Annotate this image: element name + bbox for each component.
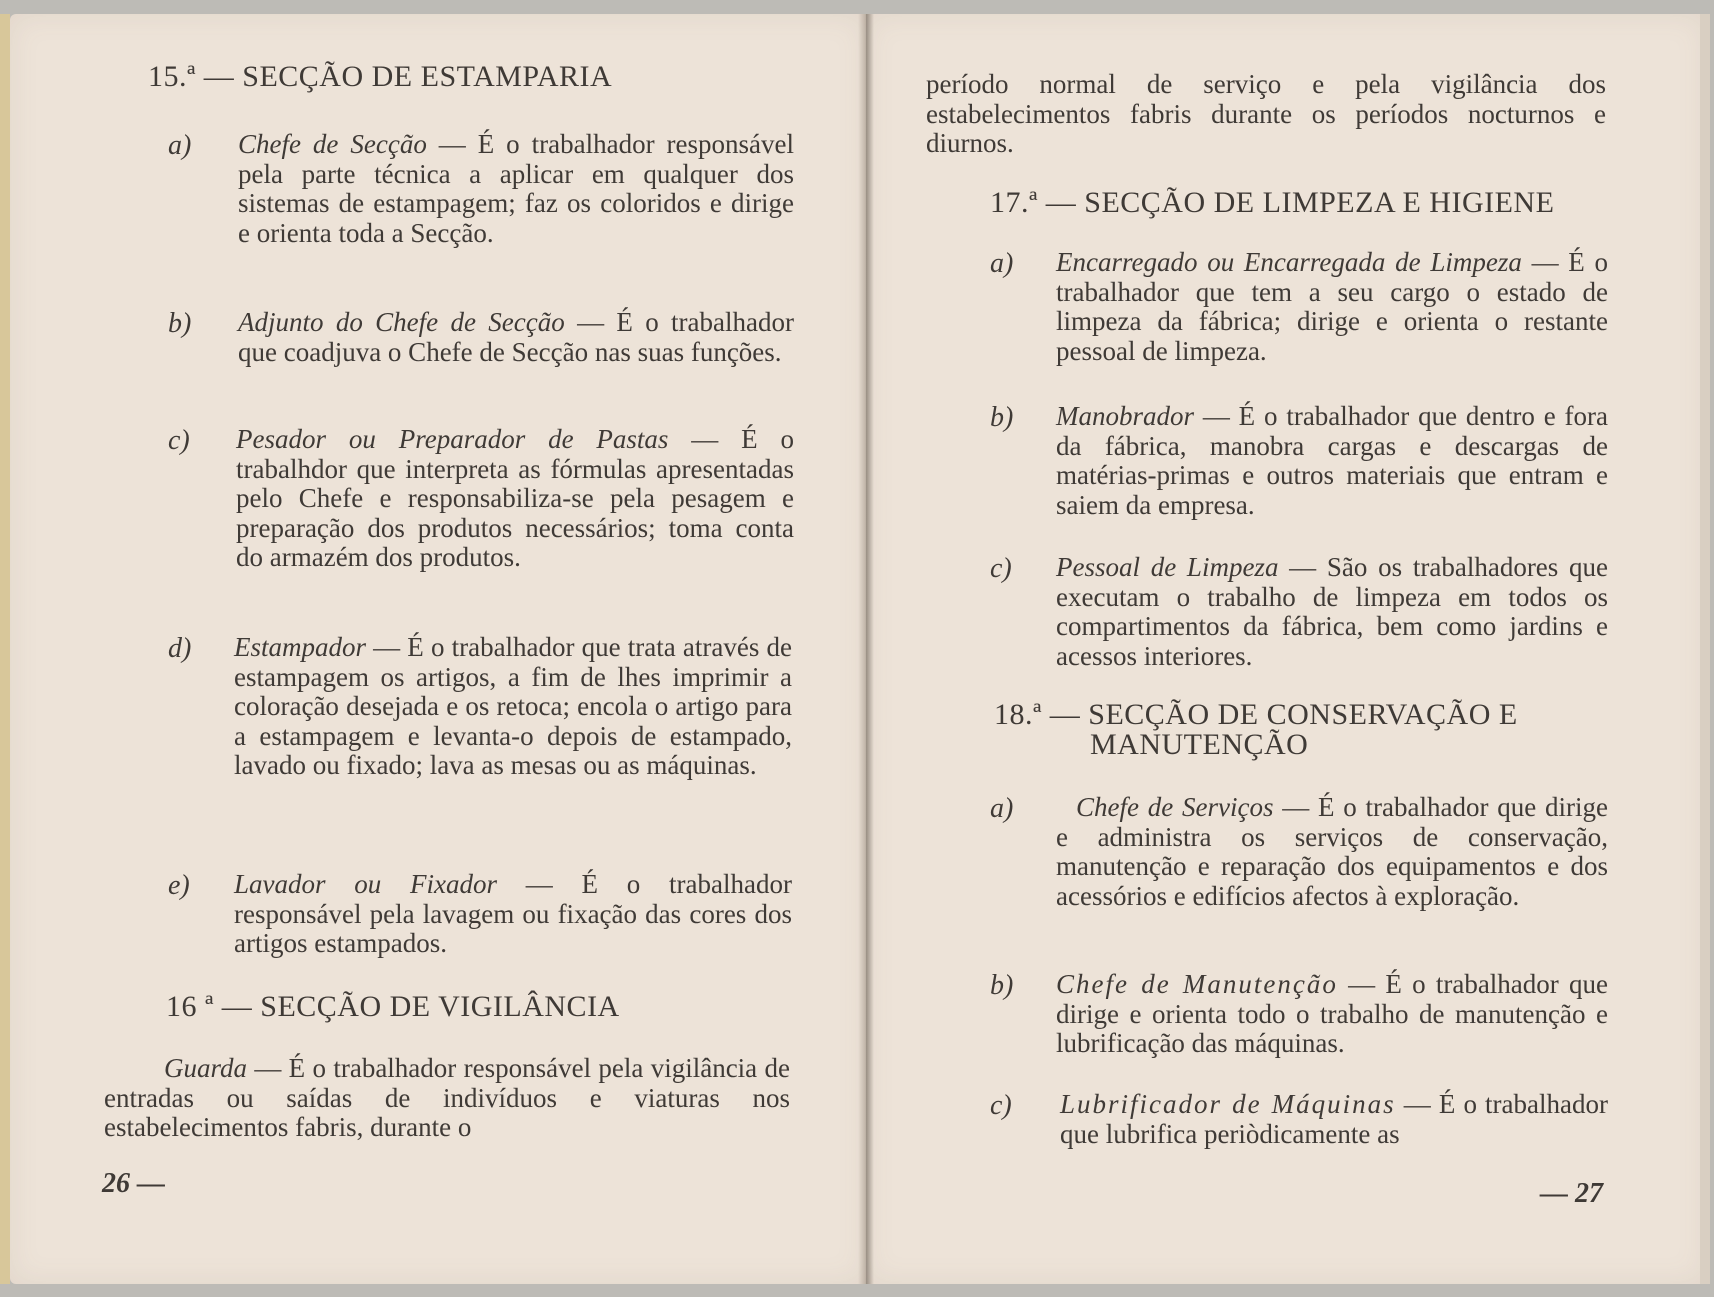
section-17-number: 17.ª — xyxy=(990,186,1077,219)
item-marker: c) xyxy=(990,1090,1012,1121)
item-description: — É o trabalhador responsável pela lavagem ou fixação das cores dos artigos estampados. xyxy=(234,869,792,958)
item-marker: b) xyxy=(168,308,192,339)
section-17-title: SECÇÃO DE LIMPEZA E HIGIENE xyxy=(1084,186,1555,219)
item-marker: a) xyxy=(990,793,1014,824)
section-16-paragraph xyxy=(104,1054,790,1143)
section-18-title-line1: SECÇÃO DE CONSERVAÇÃO E xyxy=(1088,698,1518,731)
item-description: — É o trabalhador que lubrifica periòdicamente as xyxy=(1060,1089,1608,1149)
item-term: Chefe de Manutenção xyxy=(1056,969,1338,999)
item-text xyxy=(236,425,794,573)
item-marker: a) xyxy=(990,248,1014,279)
item-text xyxy=(234,633,792,781)
item-marker: a) xyxy=(168,130,192,161)
item-text xyxy=(234,870,792,959)
section-18-title-line2: MANUTENÇÃO xyxy=(1090,728,1309,761)
item-description: — É o trabalhador responsável pela parte técnica a aplicar em qualquer dos sistemas de estampagem; faz os coloridos e dirige e orienta toda a Secção. xyxy=(238,129,794,248)
item-term: Pesador ou Preparador de Pastas xyxy=(236,424,669,454)
section-16-title: SECÇÃO DE VIGILÂNCIA xyxy=(260,990,620,1023)
item-description: — É o trabalhador responsável pela vigilância de entradas ou saídas de indivíduos e viaturas nos estabelecimentos fabris, durante o xyxy=(104,1053,790,1142)
item-term: Manobrador xyxy=(1056,401,1195,431)
item-description: — É o trabalhador que dirige e administra os serviços de conservação, manutenção e reparação dos equipamentos e dos acessórios e edifícios afectos à exploração. xyxy=(1056,792,1608,911)
section-17-heading xyxy=(990,186,1554,220)
page-number-left: 26 — xyxy=(102,1168,165,1199)
section-16-number: 16 ª — xyxy=(166,990,253,1023)
continuation-paragraph: período normal de serviço e pela vigilância dos estabelecimentos fabris durante os períodos nocturnos e diurnos. xyxy=(926,69,1606,158)
item-text xyxy=(1056,553,1608,671)
item-description: — É o trabalhador que dentro e fora da fábrica, manobra cargas e descargas de matérias-primas e outros materiais que entram e saiem da empresa. xyxy=(1056,401,1608,520)
item-text xyxy=(1060,1090,1608,1149)
item-text xyxy=(1056,402,1608,520)
item-marker: d) xyxy=(168,633,192,664)
item-term: Pessoal de Limpeza xyxy=(1056,552,1279,582)
section-15-title: SECÇÃO DE ESTAMPARIA xyxy=(242,60,613,93)
item-text xyxy=(1056,970,1608,1059)
item-marker: b) xyxy=(990,402,1014,433)
item-text xyxy=(238,308,794,367)
item-marker: c) xyxy=(990,553,1012,584)
item-term: Estampador xyxy=(234,632,367,662)
page-stack-edge xyxy=(1700,14,1710,1284)
item-description: — É o trabalhador que tem a seu cargo o estado de limpeza da fábrica; dirige e orienta o restante pessoal de limpeza. xyxy=(1056,247,1609,366)
item-text xyxy=(1056,793,1608,911)
item-marker: e) xyxy=(168,870,190,901)
item-term: Adjunto do Chefe de Secção xyxy=(238,307,565,337)
item-description: — É o trabalhador que trata através de estampagem os artigos, a fim de lhes imprimir a coloração desejada e os retoca; encola o artigo para a estampagem e levanta-o depois de estampado, lavado ou fixado; lava as mesas ou as máquinas. xyxy=(234,632,792,780)
item-term: Lavador ou Fixador xyxy=(234,869,498,899)
section-15-heading xyxy=(148,60,612,94)
item-term: Chefe de Serviços xyxy=(1076,792,1274,822)
item-description: — É o trabalhdor que interpreta as fórmulas apresentadas pelo Chefe e responsabiliza-se pela pesagem e preparação dos produtos necessários; toma conta do armazém dos produtos. xyxy=(236,424,794,572)
item-description: — É o trabalhador que coadjuva o Chefe de Secção nas suas funções. xyxy=(238,307,794,367)
book-gutter xyxy=(858,14,874,1284)
item-term: Chefe de Secção xyxy=(238,129,427,159)
item-description: — É o trabalhador que dirige e orienta todo o trabalho de manutenção e lubrificação das máquinas. xyxy=(1056,969,1608,1058)
item-text xyxy=(238,130,794,248)
section-18-number: 18.ª — xyxy=(994,698,1081,731)
item-term: Guarda xyxy=(164,1053,248,1083)
item-marker: b) xyxy=(990,970,1014,1001)
section-15-number: 15.ª — xyxy=(148,60,235,93)
section-16-heading xyxy=(166,990,620,1024)
item-text xyxy=(1056,248,1608,366)
item-marker: c) xyxy=(168,425,190,456)
section-18-heading xyxy=(994,700,1518,760)
item-description: — São os trabalhadores que executam o trabalho de limpeza em todos os compartimentos da fábrica, bem como jardins e acessos interiores. xyxy=(1056,552,1609,671)
item-term: Lubrificador de Máquinas xyxy=(1060,1089,1396,1119)
book-cover-edge xyxy=(0,14,10,1284)
page-number-right: — 27 xyxy=(1540,1178,1603,1209)
item-term: Encarregado ou Encarregada de Limpeza xyxy=(1056,247,1522,277)
